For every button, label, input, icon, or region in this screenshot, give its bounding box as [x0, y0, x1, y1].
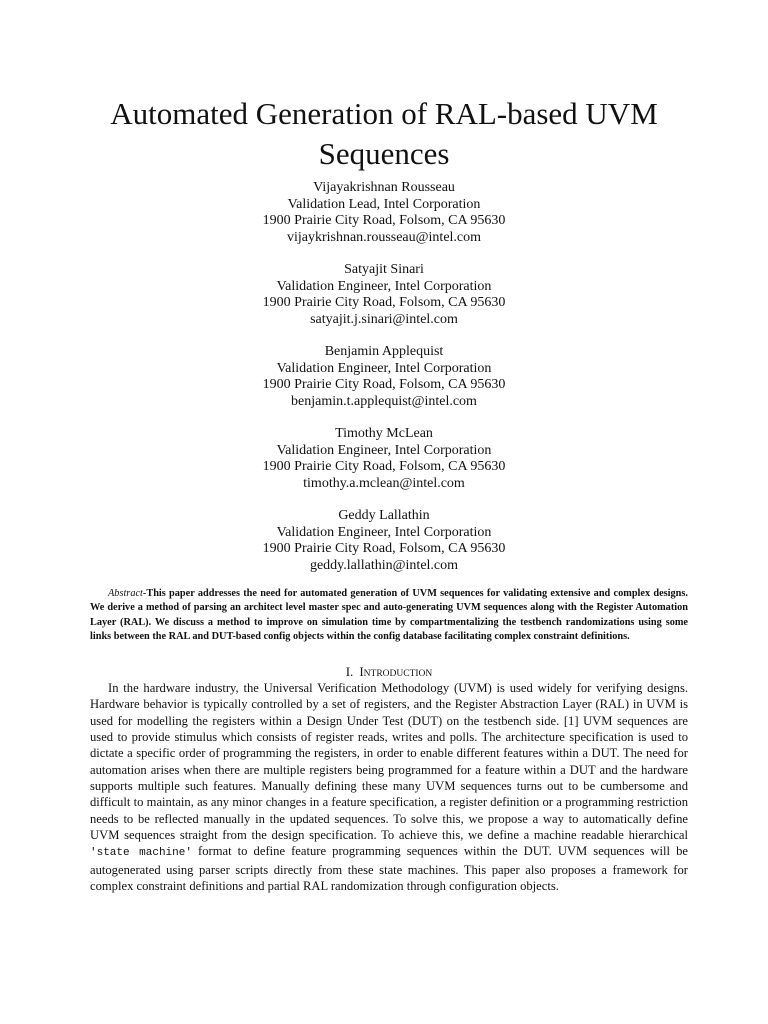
author-block — [134, 262, 634, 328]
author-email: satyajit.j.sinari@intel.com — [310, 311, 458, 327]
author-email: timothy.a.mclean@intel.com — [303, 475, 465, 491]
author-address: 1900 Prairie City Road, Folsom, CA 95630 — [262, 213, 506, 228]
abstract-text: This paper addresses the need for automated generation of UVM sequences for validating extensive and complex designs. We derive a method of parsing an architect level master spec and auto-generating UVM sequences along with the Register Automation Layer (RAL). We discuss a method to improve on simulation time by compartmentalizing the testbench randomizations using some links between the RAL and DUT-based config objects within the config database facilitating complex constraint definitions. — [90, 588, 688, 642]
author-block — [134, 180, 634, 246]
abstract-lead: Abstract- — [108, 588, 147, 599]
author-name: Benjamin Applequist — [324, 344, 444, 359]
author-block — [134, 508, 634, 574]
author-address: 1900 Prairie City Road, Folsom, CA 95630 — [262, 541, 506, 556]
author-affiliation: Validation Engineer, Intel Corporation — [276, 524, 492, 540]
author-name: Geddy Lallathin — [338, 508, 430, 523]
author-address: 1900 Prairie City Road, Folsom, CA 95630 — [262, 377, 506, 392]
author-affiliation: Validation Lead, Intel Corporation — [287, 196, 481, 212]
section-title-rest: NTRODUCTION — [363, 669, 433, 679]
section-number: I. — [345, 664, 354, 679]
author-name: Vijayakrishnan Rousseau — [313, 180, 455, 195]
author-address: 1900 Prairie City Road, Folsom, CA 95630 — [262, 459, 506, 474]
author-affiliation: Validation Engineer, Intel Corporation — [276, 360, 492, 376]
author-block — [134, 426, 634, 492]
body-text-continued: format to define feature programming sequences within the DUT. UVM sequences will be autogenerated using parser scripts directly from these state machines. This paper also proposes a framework for complex constraint definitions and partial RAL randomization through configuration objects. — [90, 844, 688, 894]
author-block — [134, 344, 634, 410]
abstract — [90, 587, 688, 644]
author-name: Timothy McLean — [335, 426, 433, 441]
body-code-term: 'state machine' — [90, 847, 192, 860]
section-body — [90, 680, 688, 894]
author-email: vijaykrishnan.rousseau@intel.com — [286, 229, 482, 245]
author-affiliation: Validation Engineer, Intel Corporation — [276, 442, 492, 458]
author-email: geddy.lallathin@intel.com — [309, 557, 459, 573]
author-affiliation: Validation Engineer, Intel Corporation — [276, 278, 492, 294]
paper-title: Automated Generation of RAL-based UVM Sequences — [110, 96, 658, 171]
author-name: Satyajit Sinari — [344, 262, 424, 277]
author-address: 1900 Prairie City Road, Folsom, CA 95630 — [262, 295, 506, 310]
section-title-initial: I — [359, 664, 364, 679]
author-email: benjamin.t.applequist@intel.com — [291, 393, 477, 409]
body-text: In the hardware industry, the Universal Verification Methodology (UVM) is used widely for verifying designs. Hardware behavior is typically controlled by a set of registers, and the Register Abstraction Layer (RAL) in UVM is used for modelling the registers within a Design Under Test (DUT) on the testbench side. [1] UVM sequences are used to provide stimulus which consists of register reads, writes and polls. The architecture specification is used to dictate a specific order of programming the registers, in order to enable different features within a DUT. The need for automation arises when there are multiple registers being programmed for a feature within a DUT and the hardware supports multiple such features. Manually defining these many UVM sequences turns out to be cumbersome and difficult to maintain, as any minor changes in a feature specification, a register definition or a programming restriction needs to be reflected manually in the updated sequences. To solve this, we propose a way to automatically define UVM sequences straight from the design specification. To achieve this, we define a machine readable hierarchical — [90, 681, 688, 843]
